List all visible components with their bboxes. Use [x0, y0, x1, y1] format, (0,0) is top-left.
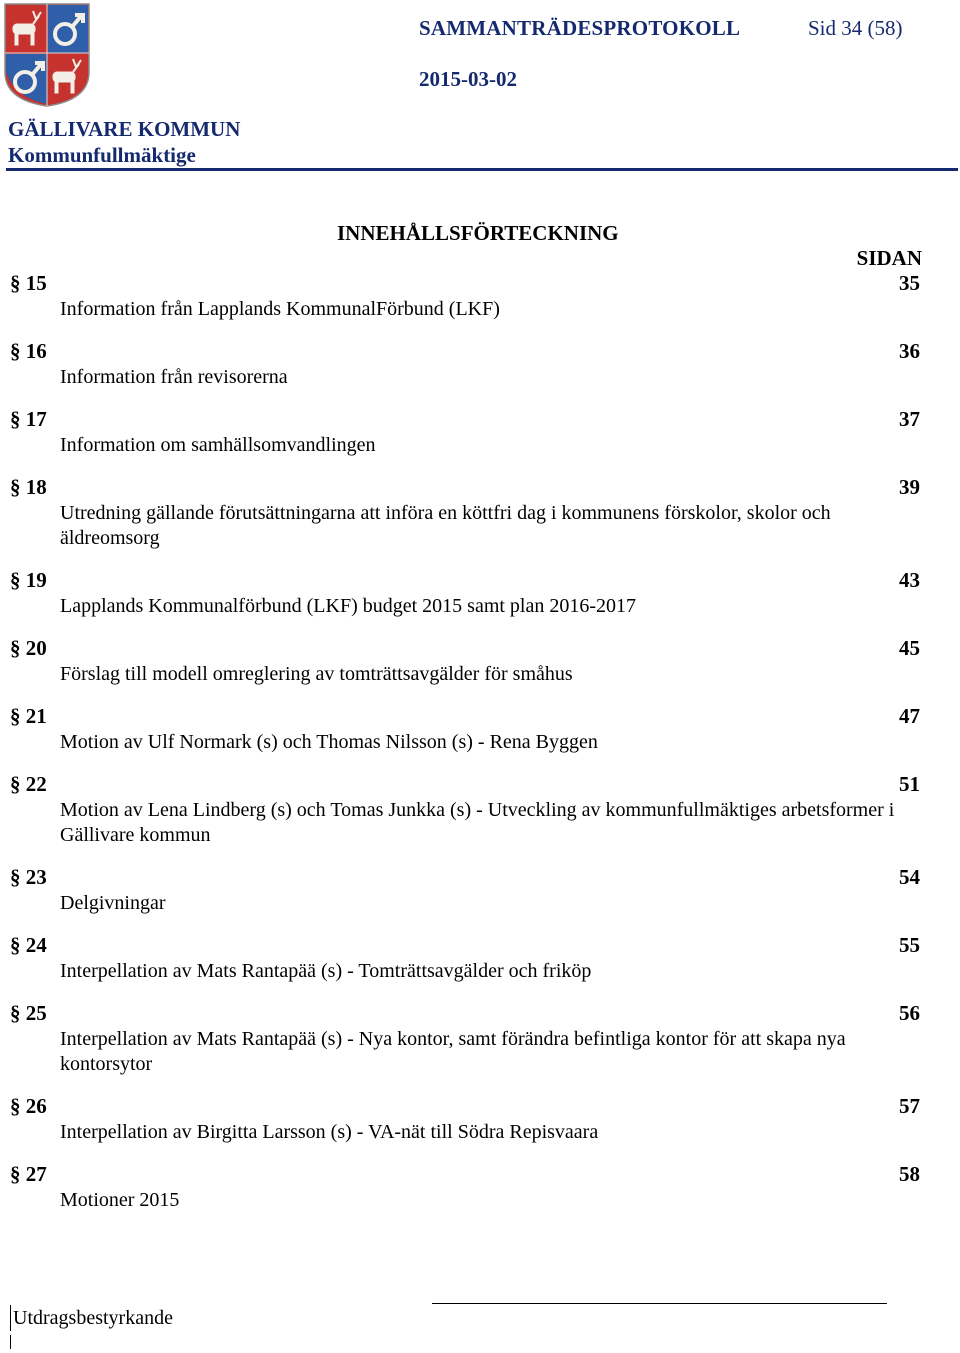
toc-entry-page: 39 — [899, 475, 920, 499]
toc-entry-page: 55 — [899, 933, 920, 957]
toc-entry-title: Interpellation av Birgitta Larsson (s) - VA-nät till Södra Repisvaara — [60, 1121, 599, 1143]
toc-entry-paragraph: § 16 — [10, 339, 47, 363]
toc-entry-title: Utredning gällande förutsättningarna att införa en köttfri dag i kommunens förskolor, skolor och äldreomsorg — [60, 502, 831, 549]
footer-box-edge — [10, 1305, 11, 1331]
toc-entry-paragraph: § 19 — [10, 568, 47, 592]
toc-entry-page: 47 — [899, 704, 920, 728]
toc-entry-paragraph: § 24 — [10, 933, 47, 957]
toc-entry-paragraph: § 22 — [10, 772, 47, 796]
toc-entry-paragraph: § 26 — [10, 1094, 47, 1118]
footer-box-edge — [10, 1335, 11, 1349]
document-title: SAMMANTRÄDESPROTOKOLL — [419, 16, 741, 40]
toc-entry-title: Interpellation av Mats Rantapää (s) - Tomträttsavgälder och friköp — [60, 960, 592, 982]
toc-entry-page: 45 — [899, 636, 920, 660]
meeting-date: 2015-03-02 — [419, 67, 517, 91]
toc-entry-title: Motion av Ulf Normark (s) och Thomas Nilsson (s) - Rena Byggen — [60, 731, 598, 753]
toc-entry-paragraph: § 25 — [10, 1001, 47, 1025]
toc-page-column-label: SIDAN — [856, 246, 922, 270]
toc-entry-paragraph: § 23 — [10, 865, 47, 889]
toc-entry-paragraph: § 15 — [10, 271, 47, 295]
toc-entry-title: Motioner 2015 — [60, 1189, 180, 1211]
toc-entry-page: 43 — [899, 568, 920, 592]
toc-entry-page: 56 — [899, 1001, 920, 1025]
toc-entry-title: Interpellation av Mats Rantapää (s) - Nya kontor, samt förändra befintliga kontor för att skapa nya kontorsytor — [60, 1028, 846, 1075]
toc-entry-paragraph: § 20 — [10, 636, 47, 660]
toc-entry-title: Lapplands Kommunalförbund (LKF) budget 2015 samt plan 2016-2017 — [60, 595, 637, 617]
toc-entry-paragraph: § 18 — [10, 475, 47, 499]
page-number: Sid 34 (58) — [808, 16, 903, 40]
toc-entry-page: 54 — [899, 865, 920, 889]
toc-entry-paragraph: § 17 — [10, 407, 47, 431]
toc-entry-title: Delgivningar — [60, 892, 166, 914]
toc-entry-page: 57 — [899, 1094, 920, 1118]
toc-entry-page: 35 — [899, 271, 920, 295]
toc-entry-title: Förslag till modell omreglering av tomträttsavgälder för småhus — [60, 663, 573, 685]
toc-entry-page: 58 — [899, 1162, 920, 1186]
toc-entry-title: Information från Lapplands KommunalFörbund (LKF) — [60, 298, 500, 320]
toc-entry-page: 51 — [899, 772, 920, 796]
toc-entry-paragraph: § 27 — [10, 1162, 47, 1186]
toc-entry-page: 36 — [899, 339, 920, 363]
toc-entry-page: 37 — [899, 407, 920, 431]
toc-entry-title: Information från revisorerna — [60, 366, 288, 388]
toc-entry-paragraph: § 21 — [10, 704, 47, 728]
toc-entry-title: Motion av Lena Lindberg (s) och Tomas Junkka (s) - Utveckling av kommunfullmäktiges arbetsformer i Gällivare kommun — [60, 799, 895, 846]
coat-of-arms-logo — [3, 2, 91, 108]
footer-divider — [432, 1303, 887, 1304]
header-divider — [6, 168, 958, 171]
toc-entry-title: Information om samhällsomvandlingen — [60, 434, 376, 456]
body-name: Kommunfullmäktige — [8, 143, 196, 167]
footer-label: Utdragsbestyrkande — [13, 1307, 173, 1329]
organization-name: GÄLLIVARE KOMMUN — [8, 117, 241, 141]
toc-heading: INNEHÅLLSFÖRTECKNING — [337, 221, 619, 245]
